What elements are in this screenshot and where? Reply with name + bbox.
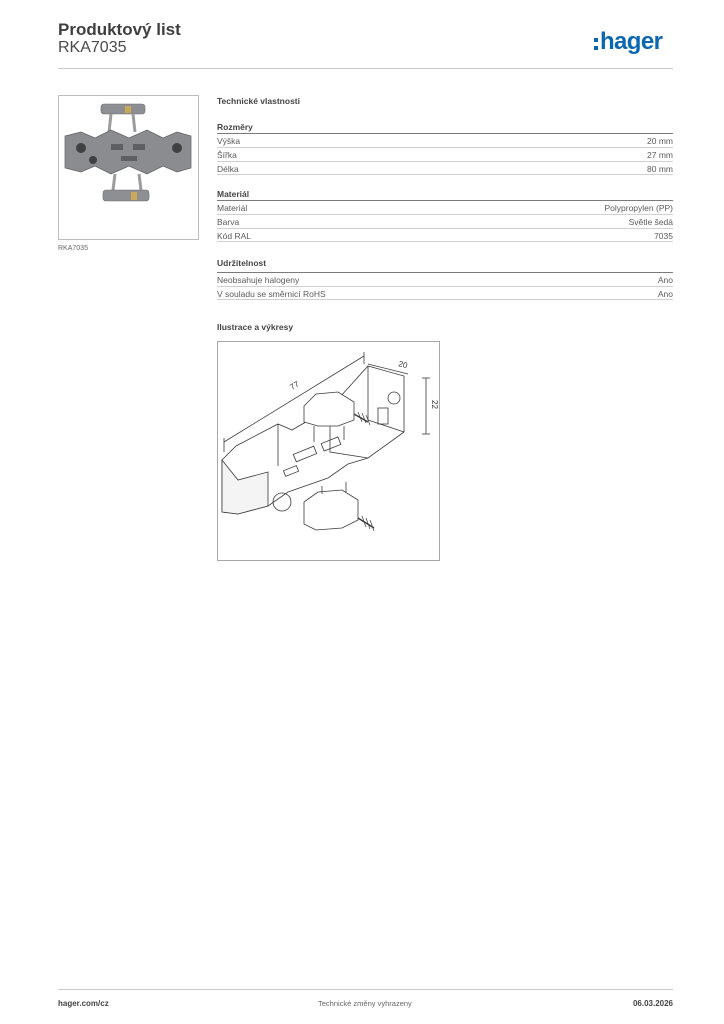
table-row [217, 200, 673, 214]
table-row [217, 272, 673, 286]
header-divider [58, 68, 673, 69]
page-title: Produktový list [58, 20, 181, 39]
row-value: Ano [657, 275, 673, 285]
logo-text: hager [600, 28, 663, 55]
tech-heading: Technické vlastnosti [217, 96, 300, 106]
footer-date: 06.03.2026 [632, 999, 673, 1008]
row-value: 7035 [654, 231, 673, 241]
row-value: 27 mm [647, 150, 673, 160]
table-row [217, 147, 673, 161]
row-label: V souladu se směrnicí RoHS [217, 289, 326, 299]
row-label: Šířka [217, 150, 237, 160]
drawings-heading: Ilustrace a výkresy [217, 322, 294, 332]
material-heading: Materiál [217, 189, 250, 199]
table-row [217, 286, 673, 300]
row-label: Materiál [217, 203, 248, 213]
dimensions-heading: Rozměry [217, 122, 253, 132]
cable-clamp-bracket-photo-icon [59, 96, 198, 239]
row-label: Neobsahuje halogeny [217, 275, 300, 285]
sustainability-heading: Udržitelnost [217, 258, 267, 268]
row-label: Výška [217, 136, 241, 146]
dimension-width: 20 [397, 359, 409, 371]
table-row [217, 133, 673, 147]
row-label: Barva [217, 217, 240, 227]
row-label: Délka [217, 164, 239, 174]
logo-colon-mark [594, 38, 598, 50]
row-value: Světle šedá [628, 217, 673, 227]
product-image [58, 95, 199, 240]
table-row [217, 228, 673, 242]
footer-divider [58, 989, 673, 990]
row-value: 80 mm [647, 164, 673, 174]
dimension-length: 77 [288, 379, 301, 392]
row-value: 20 mm [647, 136, 673, 146]
row-value: Polypropylen (PP) [604, 203, 673, 213]
technical-drawing-isometric-icon [218, 342, 439, 560]
footer-note: Technické změny vyhrazeny [318, 999, 412, 1008]
technical-drawing [217, 341, 440, 561]
product-image-caption: RKA7035 [58, 245, 88, 252]
table-row [217, 161, 673, 175]
hager-logo [594, 28, 662, 56]
table-row [217, 214, 673, 228]
row-value: Ano [657, 289, 673, 299]
product-code: RKA7035 [58, 39, 127, 56]
footer-website-link[interactable]: hager.com/cz [58, 999, 109, 1008]
row-label: Kód RAL [217, 231, 252, 241]
dimension-height: 22 [430, 400, 439, 409]
